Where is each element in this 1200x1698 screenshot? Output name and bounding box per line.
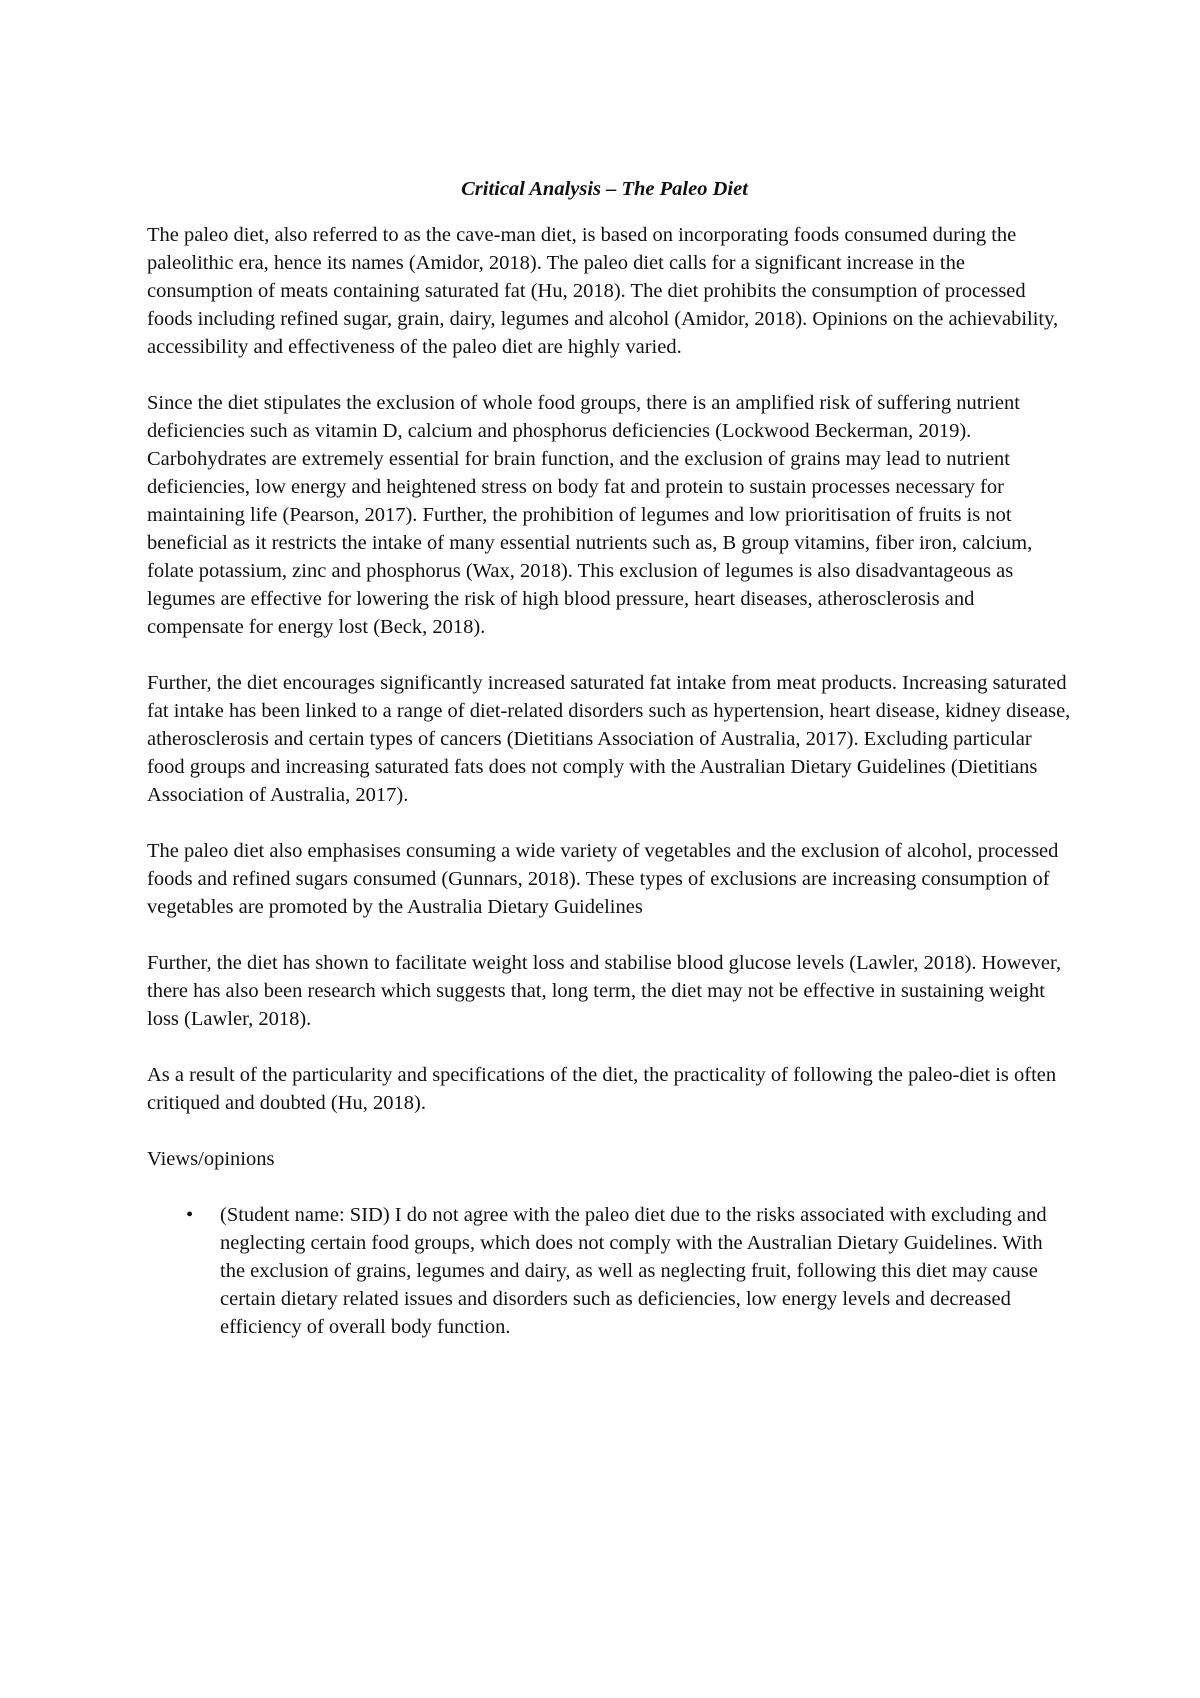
document-title: Critical Analysis – The Paleo Diet: [461, 178, 748, 200]
bullet-icon: •: [186, 1204, 194, 1226]
list-item-text: (Student name: SID) I do not agree with the paleo diet due to the risks associated with excluding and neglecting certain food groups, which does not comply with the Australian Dietary Guidelines. With the exclusion of grains, legumes and dairy, as well as neglecting fruit, following this diet may cause certain dietary related issues and disorders such as deficiencies, low energy levels and decreased efficiency of overall body function.: [220, 1204, 1047, 1338]
paragraph-vegetables: The paleo diet also emphasises consuming a wide variety of vegetables and the exclusion of alcohol, processed foods and refined sugars consumed (Gunnars, 2018). These types of exclusions are increasing consumption of vegetables are promoted by the Australia Dietary Guidelines: [147, 840, 1059, 918]
paragraph-practicality: As a result of the particularity and specifications of the diet, the practicality of following the paleo-diet is often critiqued and doubted (Hu, 2018).: [147, 1064, 1057, 1114]
paragraph-introduction: The paleo diet, also referred to as the cave-man diet, is based on incorporating foods consumed during the paleolithic era, hence its names (Amidor, 2018). The paleo diet calls for a significant increase in the consumption of meats containing saturated fat (Hu, 2018). The diet prohibits the consumption of processed foods including refined sugar, grain, dairy, legumes and alcohol (Amidor, 2018). Opinions on the achievability, accessibility and effectiveness of the paleo diet are highly varied.: [147, 224, 1059, 358]
list-item: [147, 1201, 1072, 1341]
paragraph-saturated-fat: Further, the diet encourages significantly increased saturated fat intake from meat products. Increasing saturated fat intake has been linked to a range of diet-related disorders such as hypertension, heart disease, kidney disease, atherosclerosis and certain types of cancers (Dietitians Association of Australia, 2017). Excluding particular food groups and increasing saturated fats does not comply with the Australian Dietary Guidelines (Dietitians Association of Australia, 2017).: [147, 672, 1071, 806]
document-body: [147, 175, 1072, 1341]
views-heading: Views/opinions: [147, 1148, 275, 1170]
views-list: [147, 1201, 1072, 1341]
paragraph-weight-loss: Further, the diet has shown to facilitate weight loss and stabilise blood glucose levels (Lawler, 2018). However, there has also been research which suggests that, long term, the diet may not be effective in sustaining weight loss (Lawler, 2018).: [147, 952, 1062, 1030]
paragraph-nutrient-deficiencies: Since the diet stipulates the exclusion of whole food groups, there is an amplified risk of suffering nutrient deficiencies such as vitamin D, calcium and phosphorus deficiencies (Lockwood Beckerman, 2019). Carbohydrates are extremely essential for brain function, and the exclusion of grains may lead to nutrient deficiencies, low energy and heightened stress on body fat and protein to sustain processes necessary for maintaining life (Pearson, 2017). Further, the prohibition of legumes and low prioritisation of fruits is not beneficial as it restricts the intake of many essential nutrients such as, B group vitamins, fiber iron, calcium, folate potassium, zinc and phosphorus (Wax, 2018). This exclusion of legumes is also disadvantageous as legumes are effective for lowering the risk of high blood pressure, heart diseases, atherosclerosis and compensate for energy lost (Beck, 2018).: [147, 392, 1033, 638]
